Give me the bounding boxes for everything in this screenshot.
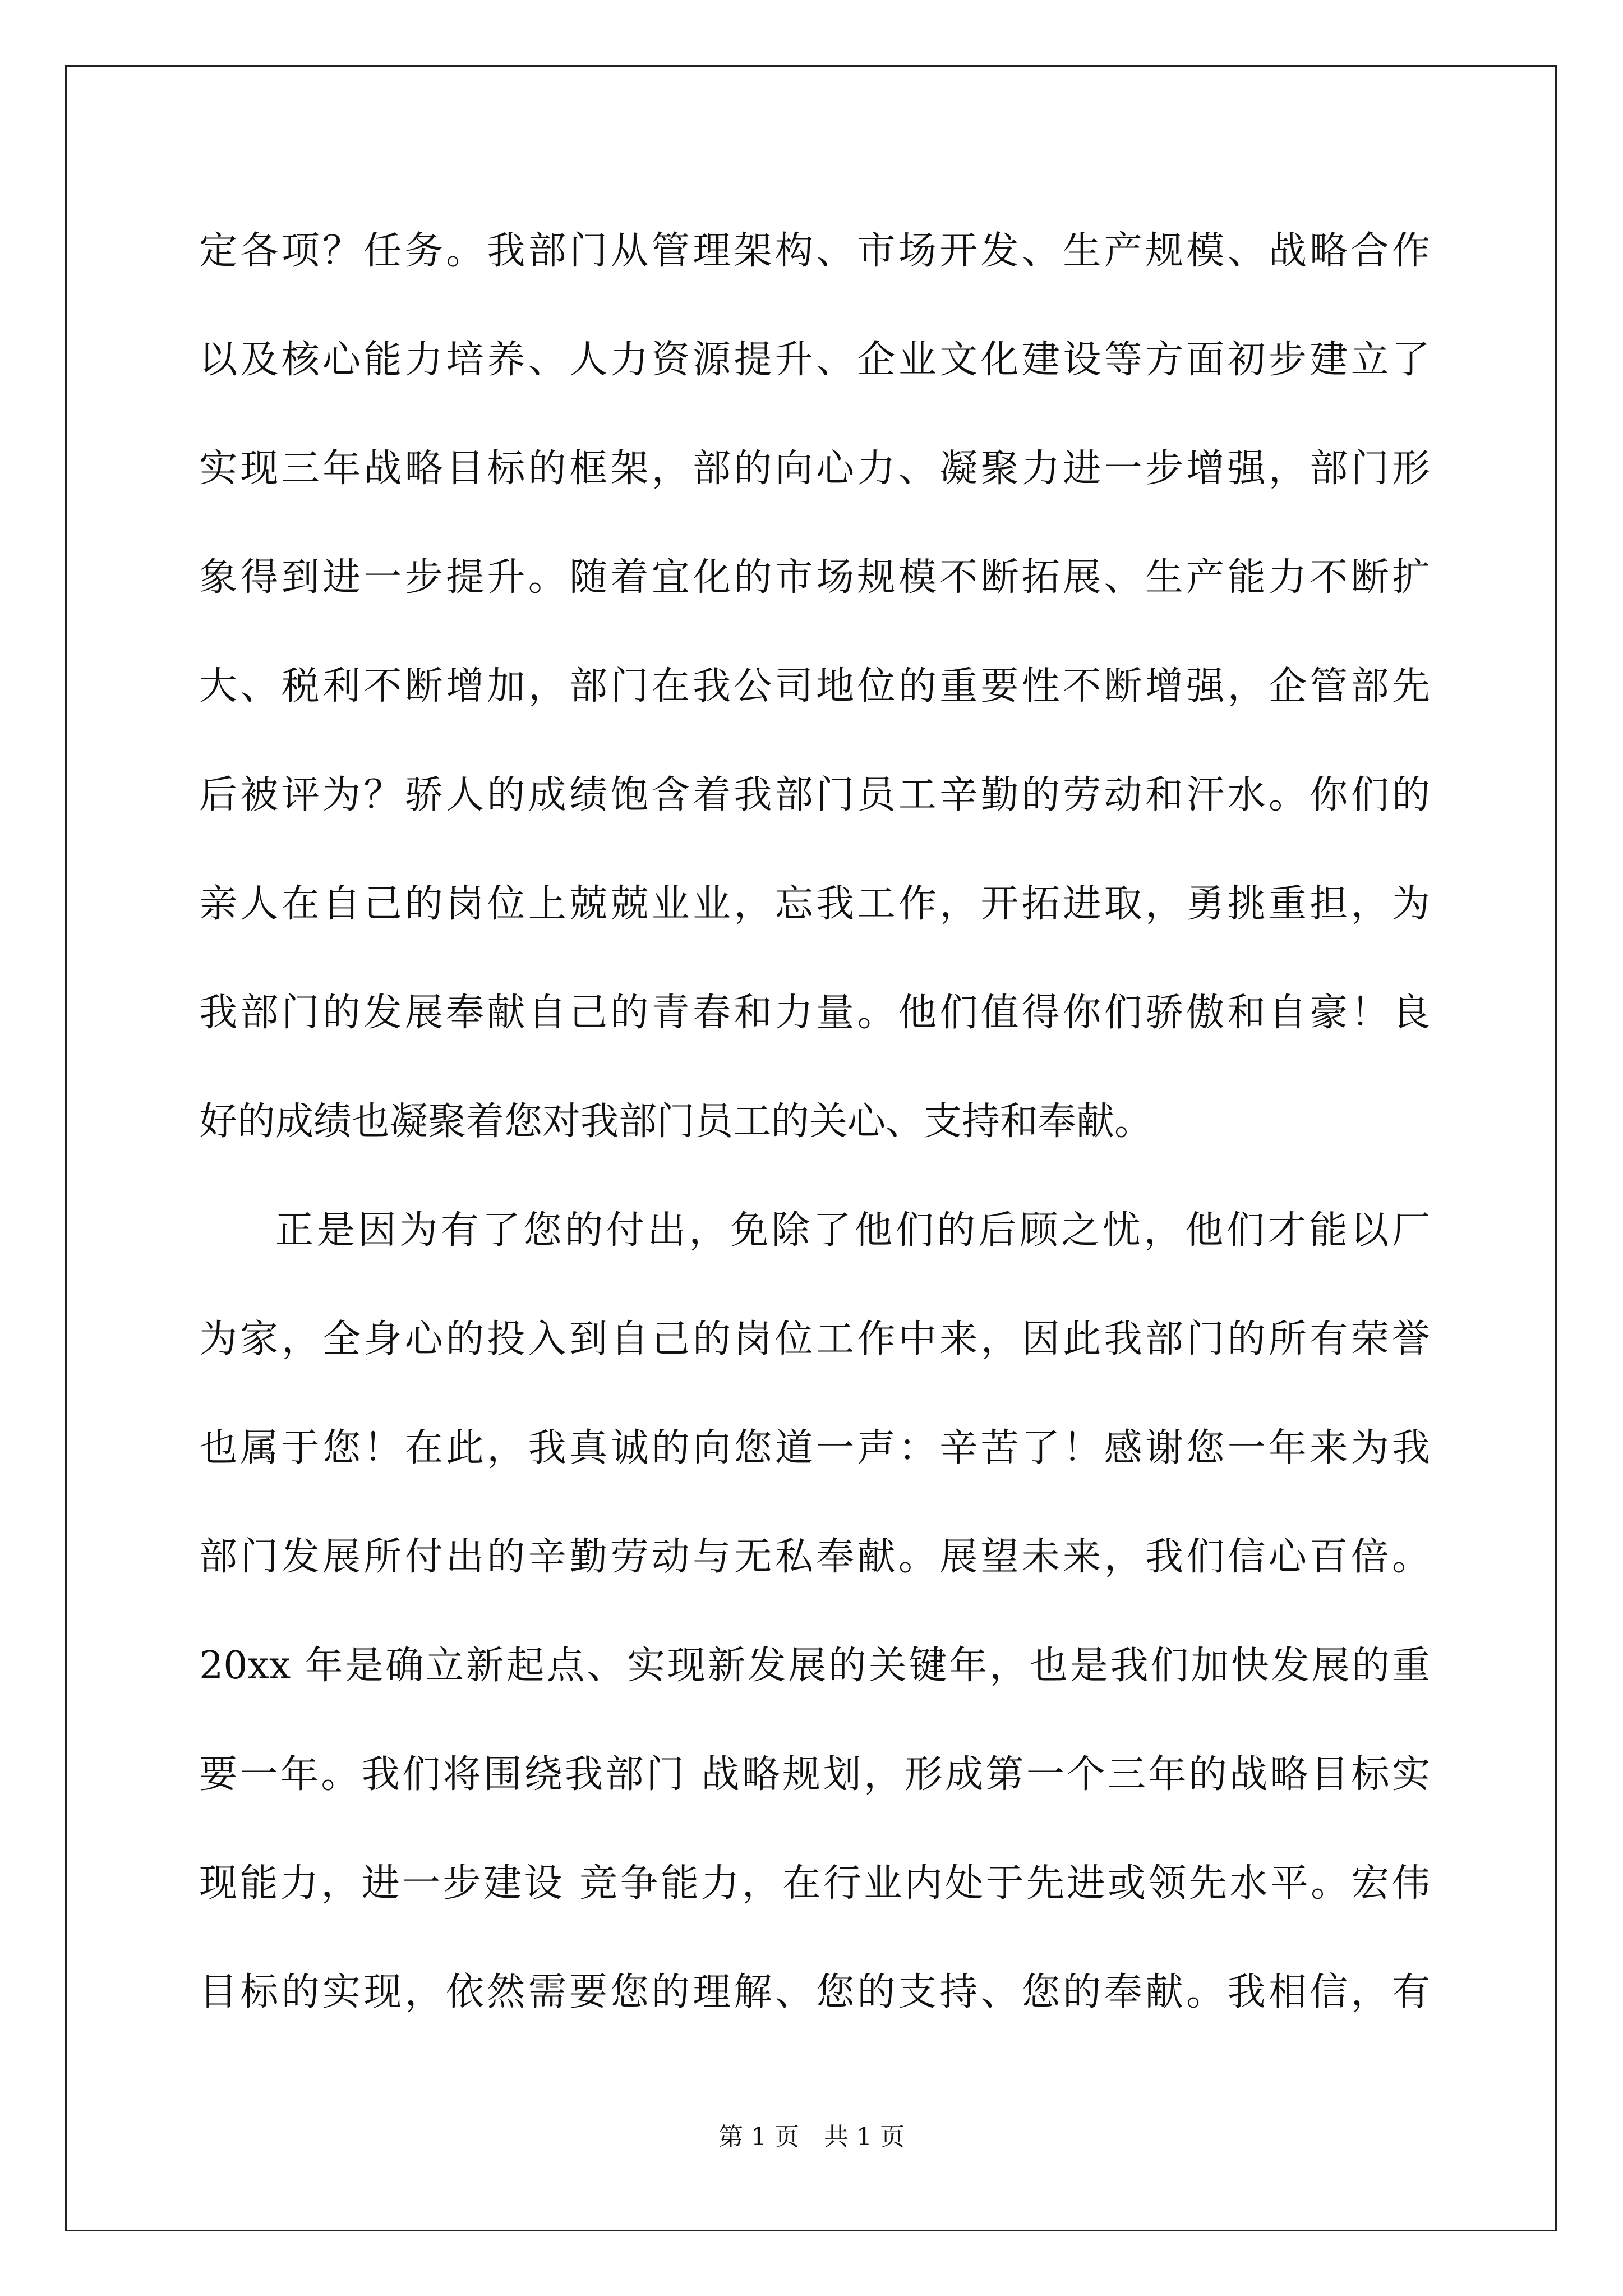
text-line: 要一年。我们将围绕我部门 战略规划，形成第一个三年的战略目标实 — [199, 1752, 1430, 1797]
document-body — [199, 218, 1430, 2068]
text-line: 20xx 年是确立新起点、实现新发展的关键年，也是我们加快发展的重 — [199, 1644, 1430, 1688]
text-line: 我部门的发展奉献自己的青春和力量。他们值得你们骄傲和自豪！良 — [199, 991, 1430, 1035]
page-number-footer: 第 1 页 共 1 页 — [718, 2123, 905, 2151]
text-line: 好的成绩也凝聚着您对我部门员工的关心、支持和奉献。 — [199, 1099, 1153, 1144]
text-line: 也属于您！在此，我真诚的向您道一声：辛苦了！感谢您一年来为我 — [199, 1426, 1430, 1470]
paragraph-start-line: 正是因为有了您的付出，免除了他们的后顾之忧，他们才能以厂 — [275, 1208, 1430, 1253]
text-line: 目标的实现，依然需要您的理解、您的支持、您的奉献。我相信，有 — [199, 1970, 1430, 2014]
text-line: 后被评为？骄人的成绩饱含着我部门员工辛勤的劳动和汗水。你们的 — [199, 773, 1430, 817]
text-line: 大、税利不断增加，部门在我公司地位的重要性不断增强，企管部先 — [199, 664, 1430, 708]
text-line: 亲人在自己的岗位上兢兢业业，忘我工作，开拓进取，勇挑重担，为 — [199, 882, 1430, 926]
text-line: 以及核心能力培养、人力资源提升、企业文化建设等方面初步建立了 — [199, 338, 1430, 382]
text-line: 部门发展所付出的辛勤劳动与无私奉献。展望未来，我们信心百倍。 — [199, 1535, 1430, 1579]
text-line: 现能力，进一步建设 竞争能力，在行业内处于先进或领先水平。宏伟 — [199, 1861, 1430, 1906]
text-line: 为家，全身心的投入到自己的岗位工作中来，因此我部门的所有荣誉 — [199, 1317, 1430, 1361]
text-line: 象得到进一步提升。随着宜化的市场规模不断拓展、生产能力不断扩 — [199, 555, 1430, 600]
text-line: 实现三年战略目标的框架，部的向心力、凝聚力进一步增强，部门形 — [199, 447, 1430, 491]
text-line: 定各项？任务。我部门从管理架构、市场开发、生产规模、战略合作 — [199, 229, 1430, 273]
